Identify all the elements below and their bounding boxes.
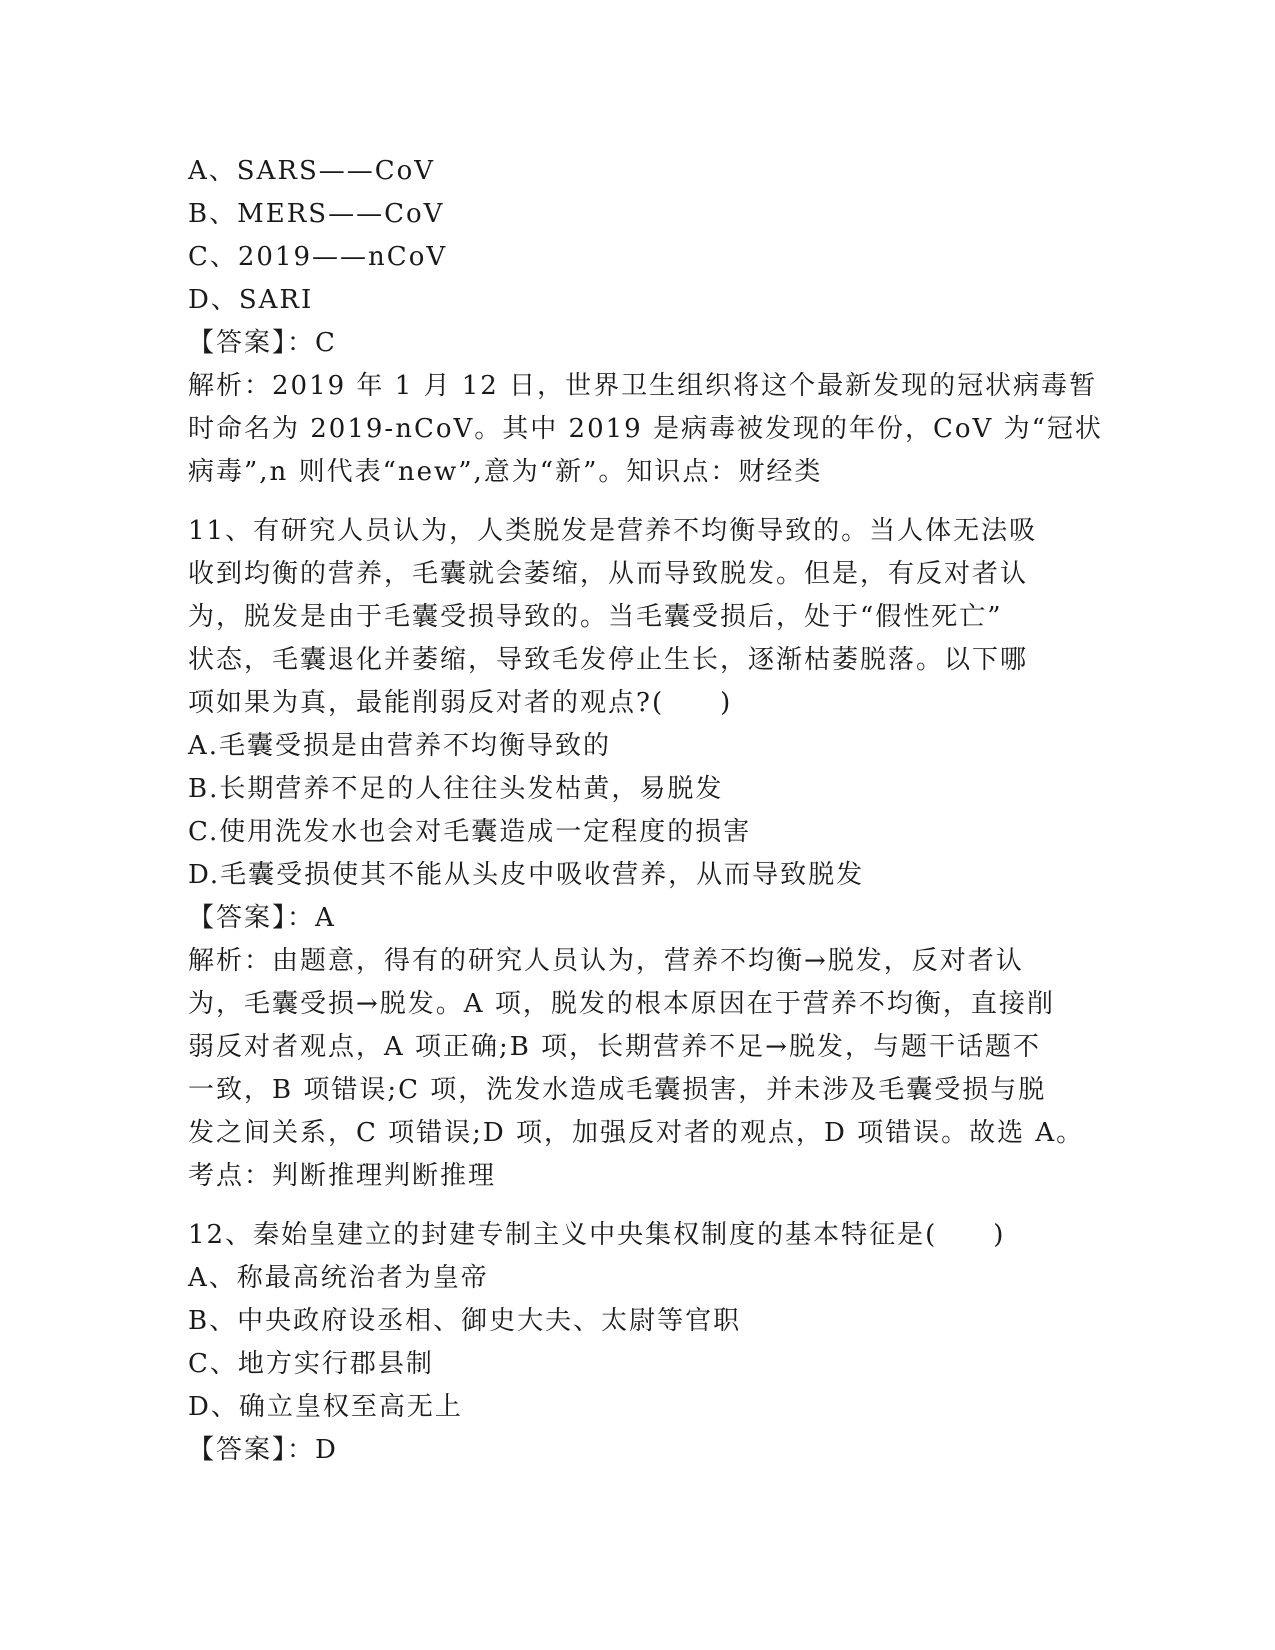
- option-b: B、MERS——CoV: [188, 199, 445, 229]
- option-a: A、SARS——CoV: [188, 156, 436, 186]
- explanation-line: 病毒”,n 则代表“new”,意为“新”。知识点：财经类: [188, 457, 823, 487]
- document-content: [188, 150, 1103, 1472]
- option-c: C.使用洗发水也会对毛囊造成一定程度的损害: [188, 817, 752, 847]
- block-spacer: [188, 1198, 1088, 1214]
- option-d: D、SARI: [188, 285, 314, 315]
- explanation-line: 发之间关系，C 项错误;D 项，加强反对者的观点，D 项错误。故选 A。: [188, 1118, 1085, 1148]
- explanation-line: 一致，B 项错误;C 项，洗发水造成毛囊损害，并未涉及毛囊受损与脱: [188, 1075, 1047, 1105]
- explanation-line: 解析：由题意，得有的研究人员认为，营养不均衡→脱发，反对者认: [188, 946, 1024, 976]
- option-c: C、地方实行郡县制: [188, 1349, 434, 1379]
- question-stem-line: 11、有研究人员认为，人类脱发是营养不均衡导致的。当人体无法吸: [188, 516, 1038, 546]
- question-10-tail: [188, 150, 1103, 494]
- option-d: D、确立皇权至高无上: [188, 1392, 463, 1422]
- explanation-line: 弱反对者观点，A 项正确;B 项，长期营养不足→脱发，与题干话题不: [188, 1032, 1041, 1062]
- option-c: C、2019——nCoV: [188, 242, 448, 272]
- question-stem-line: 12、秦始皇建立的封建专制主义中央集权制度的基本特征是( ): [188, 1220, 1006, 1250]
- question-12: [188, 1214, 1088, 1472]
- question-stem-line: 收到均衡的营养，毛囊就会萎缩，从而导致脱发。但是，有反对者认: [188, 559, 1029, 589]
- option-a: A.毛囊受损是由营养不均衡导致的: [188, 731, 612, 761]
- option-b: B.长期营养不足的人往往头发枯黄，易脱发: [188, 774, 724, 804]
- option-b: B、中央政府设丞相、御史大夫、太尉等官职: [188, 1306, 742, 1336]
- question-stem-line: 为，脱发是由于毛囊受损导致的。当毛囊受损后，处于“假性死亡”: [188, 602, 1003, 632]
- explanation-line: 为，毛囊受损→脱发。A 项，脱发的根本原因在于营养不均衡，直接削: [188, 989, 1055, 1019]
- block-spacer: [188, 494, 1088, 510]
- answer: 【答案】：C: [188, 328, 337, 358]
- answer: 【答案】：D: [188, 1435, 338, 1465]
- question-stem-line: 状态，毛囊退化并萎缩，导致毛发停止生长，逐渐枯萎脱落。以下哪: [188, 645, 1029, 675]
- question-11: [188, 510, 1088, 1198]
- explanation-line: 解析：2019 年 1 月 12 日，世界卫生组织将这个最新发现的冠状病毒暂: [188, 371, 1098, 401]
- question-stem-line: 项如果为真，最能削弱反对者的观点?( ): [188, 688, 733, 718]
- option-d: D.毛囊受损使其不能从头皮中吸收营养，从而导致脱发: [188, 860, 865, 890]
- answer: 【答案】：A: [188, 903, 336, 933]
- explanation-line: 时命名为 2019-nCoV。其中 2019 是病毒被发现的年份，CoV 为“冠状: [188, 414, 1103, 444]
- knowledge-point: 考点：判断推理判断推理: [188, 1161, 497, 1191]
- option-a: A、称最高统治者为皇帝: [188, 1263, 489, 1293]
